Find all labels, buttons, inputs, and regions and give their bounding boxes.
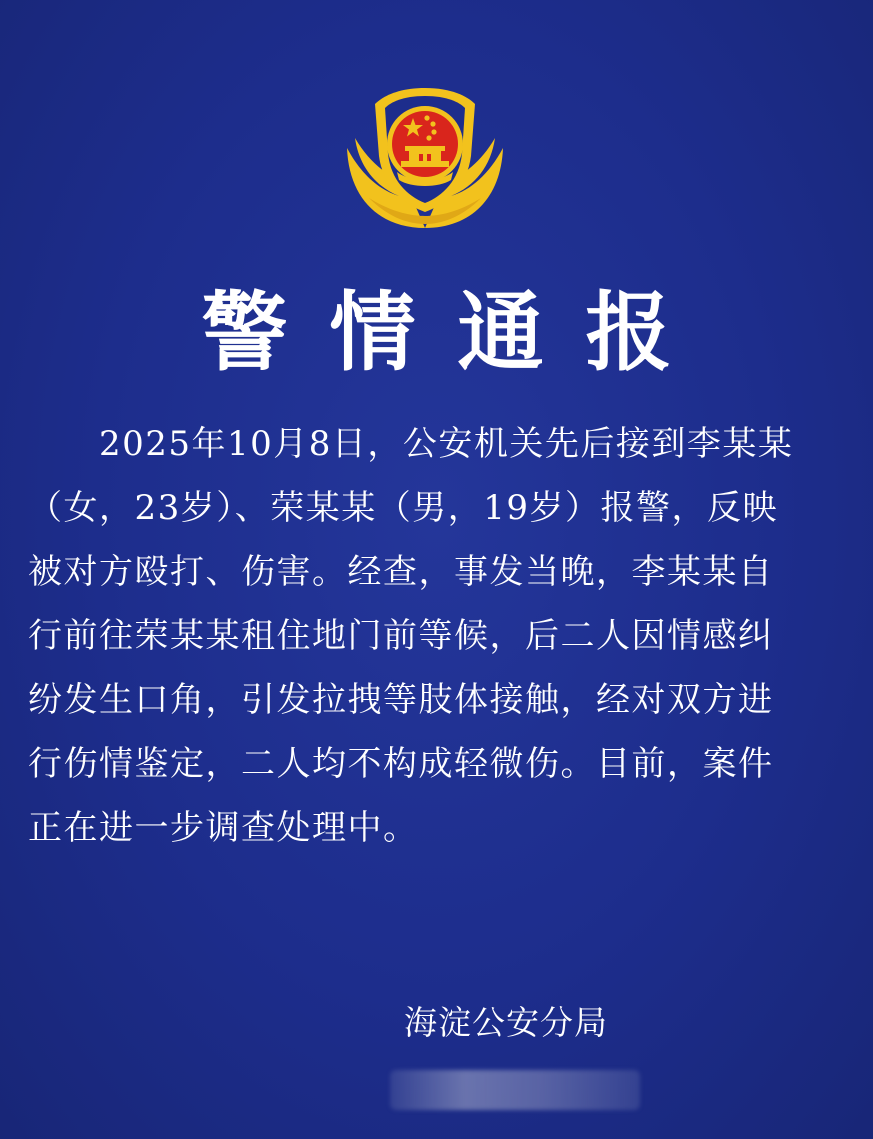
- body-line: 正在进一步调查处理中。: [28, 808, 419, 848]
- obscured-date-watermark: [390, 1070, 640, 1110]
- body-line: 2025年10月8日，公安机关先后接到李某某: [28, 424, 794, 464]
- body-line: （女，23岁）、荣某某（男，19岁）报警，反映: [28, 488, 779, 528]
- police-emblem-icon: [339, 78, 511, 238]
- notice-title: 警情通报: [201, 283, 714, 383]
- issuer-signature: 海淀公安分局: [404, 1003, 608, 1042]
- body-line: 行伤情鉴定，二人均不构成轻微伤。目前，案件: [28, 744, 774, 784]
- notice-body: [28, 412, 828, 860]
- body-line: 被对方殴打、伤害。经查，事发当晚，李某某自: [28, 552, 774, 592]
- body-line: 行前往荣某某租住地门前等候，后二人因情感纠: [28, 616, 774, 656]
- body-line: 纷发生口角，引发拉拽等肢体接触，经对双方进: [28, 680, 774, 720]
